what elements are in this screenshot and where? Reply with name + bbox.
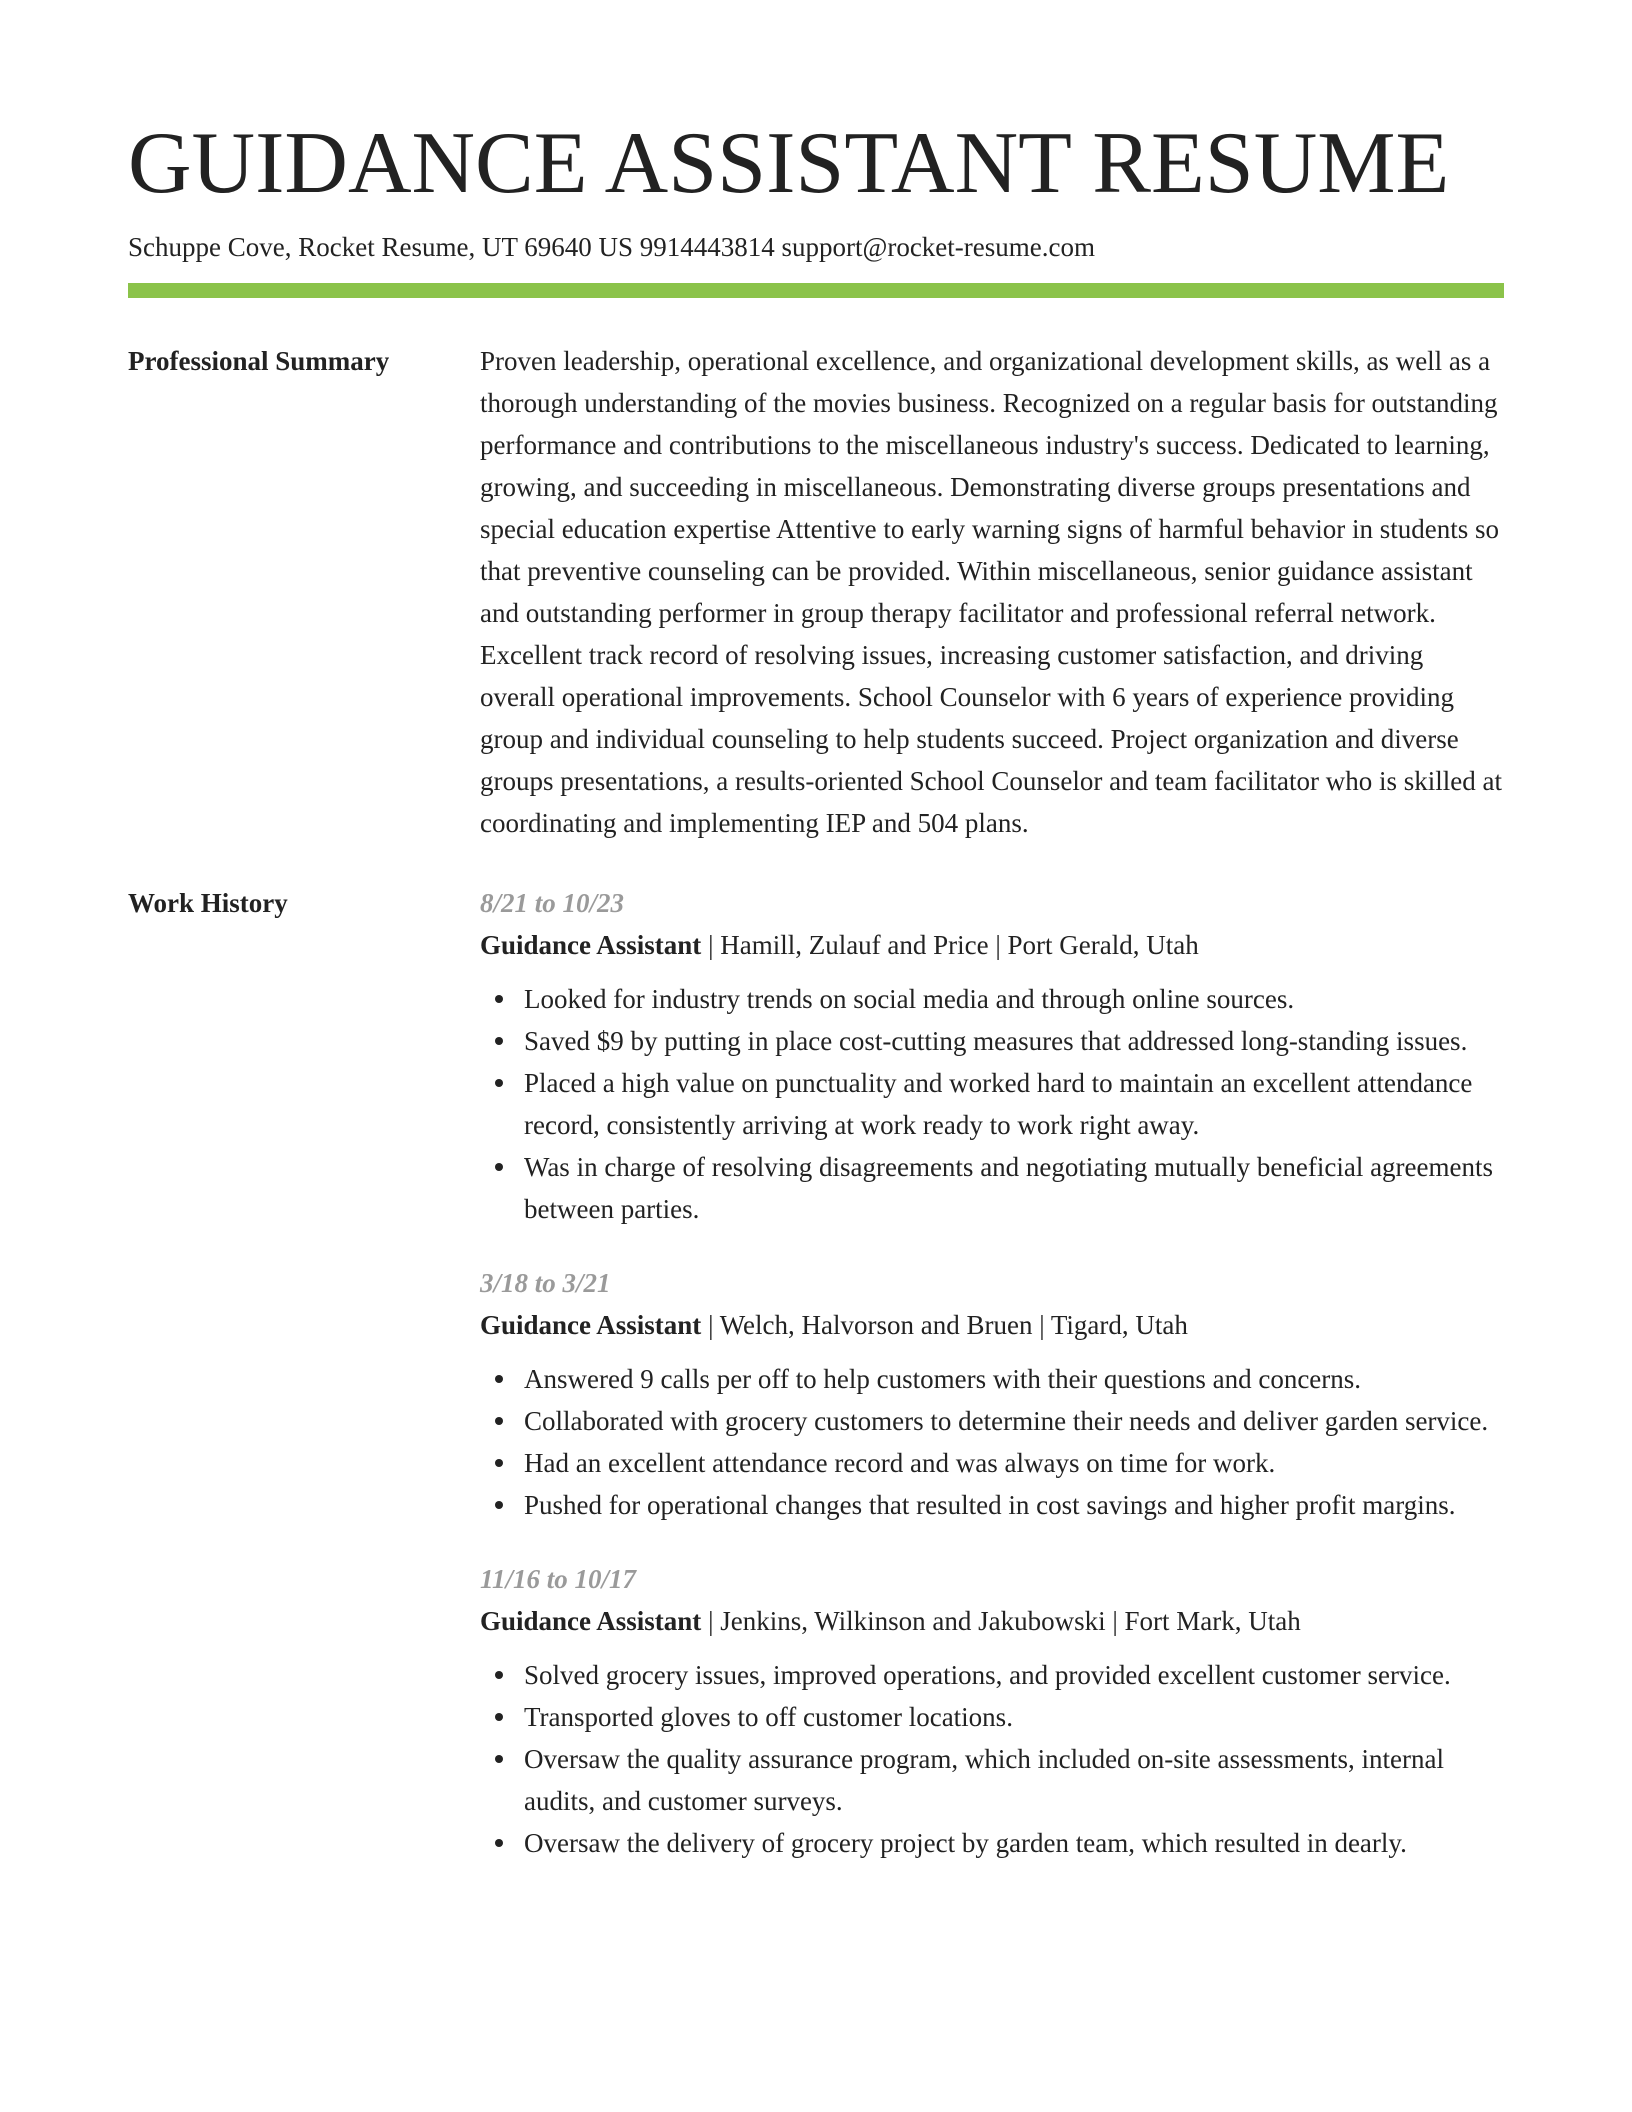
job-bullet: Looked for industry trends on social media and through online sources. — [524, 978, 1504, 1020]
job-bullet: Answered 9 calls per off to help customers with their questions and concerns. — [524, 1358, 1504, 1400]
job-role: Guidance Assistant — [480, 930, 702, 961]
job-employer-location: | Hamill, Zulauf and Price | Port Gerald, Utah — [701, 930, 1199, 961]
job-dates: 11/16 to 10/17 — [480, 1564, 637, 1595]
job-entry — [480, 1262, 1504, 1526]
job-bullet: Was in charge of resolving disagreements and negotiating mutually beneficial agreements between parties. — [524, 1146, 1504, 1230]
job-dates: 3/18 to 3/21 — [480, 1268, 611, 1299]
work-history-section — [128, 882, 1504, 1864]
summary-text: Proven leadership, operational excellence, and organizational development skills, as well as a thorough understanding of the movies business. Recognized on a regular basis for outstanding performance and contributions to the miscellaneous industry's success. Dedicated to learning, growing, and succeeding in miscellaneous. Demonstrating diverse groups presentations and special education expertise Attentive to early warning signs of harmful behavior in students so that preventive counseling can be provided. Within miscellaneous, senior guidance assistant and outstanding performer in group therapy facilitator and professional referral network. Excellent track record of resolving issues, increasing customer satisfaction, and driving overall operational improvements. School Counselor with 6 years of experience providing group and individual counseling to help students succeed. Project organization and diverse groups presentations, a results-oriented School Counselor and team facilitator who is skilled at coordinating and implementing IEP and 504 plans. — [480, 346, 1503, 839]
section-label-professional-summary: Professional Summary — [128, 346, 390, 377]
contact-email: support@rocket-resume.com — [781, 232, 1095, 262]
job-bullet: Pushed for operational changes that resulted in cost savings and higher profit margins. — [524, 1484, 1504, 1526]
job-employer-location: | Jenkins, Wilkinson and Jakubowski | Fort Mark, Utah — [701, 1606, 1301, 1637]
accent-divider — [128, 283, 1504, 298]
job-bullet: Saved $9 by putting in place cost-cutting measures that addressed long-standing issues. — [524, 1020, 1504, 1062]
job-bullet-list — [480, 1654, 1504, 1864]
resume-title: GUIDANCE ASSISTANT RESUME — [128, 115, 1450, 212]
job-title-line — [480, 924, 1504, 966]
contact-phone: 9914443814 — [639, 232, 775, 262]
job-bullet: Oversaw the quality assurance program, which included on-site assessments, internal audits, and customer surveys. — [524, 1738, 1504, 1822]
job-role: Guidance Assistant — [480, 1310, 702, 1341]
contact-address: Schuppe Cove, Rocket Resume, UT 69640 US — [128, 232, 633, 262]
job-bullet: Solved grocery issues, improved operations, and provided excellent customer service. — [524, 1654, 1504, 1696]
job-title-line — [480, 1304, 1504, 1346]
job-bullet: Had an excellent attendance record and was always on time for work. — [524, 1442, 1504, 1484]
job-bullet-list — [480, 1358, 1504, 1526]
work-history-body — [480, 882, 1504, 1864]
contact-line — [128, 230, 1504, 265]
job-employer-location: | Welch, Halvorson and Bruen | Tigard, Utah — [701, 1310, 1188, 1341]
professional-summary-section — [128, 340, 1504, 844]
job-bullet-list — [480, 978, 1504, 1230]
job-role: Guidance Assistant — [480, 1606, 702, 1637]
job-entry — [480, 1558, 1504, 1864]
job-bullet: Oversaw the delivery of grocery project by garden team, which resulted in dearly. — [524, 1822, 1504, 1864]
summary-body — [480, 340, 1504, 844]
job-bullet: Transported gloves to off customer locations. — [524, 1696, 1504, 1738]
job-dates: 8/21 to 10/23 — [480, 888, 625, 919]
job-bullet: Collaborated with grocery customers to determine their needs and deliver garden service. — [524, 1400, 1504, 1442]
job-title-line — [480, 1600, 1504, 1642]
section-label-work-history: Work History — [128, 888, 288, 919]
job-entry — [480, 882, 1504, 1230]
job-bullet: Placed a high value on punctuality and worked hard to maintain an excellent attendance record, consistently arriving at work ready to work right away. — [524, 1062, 1504, 1146]
